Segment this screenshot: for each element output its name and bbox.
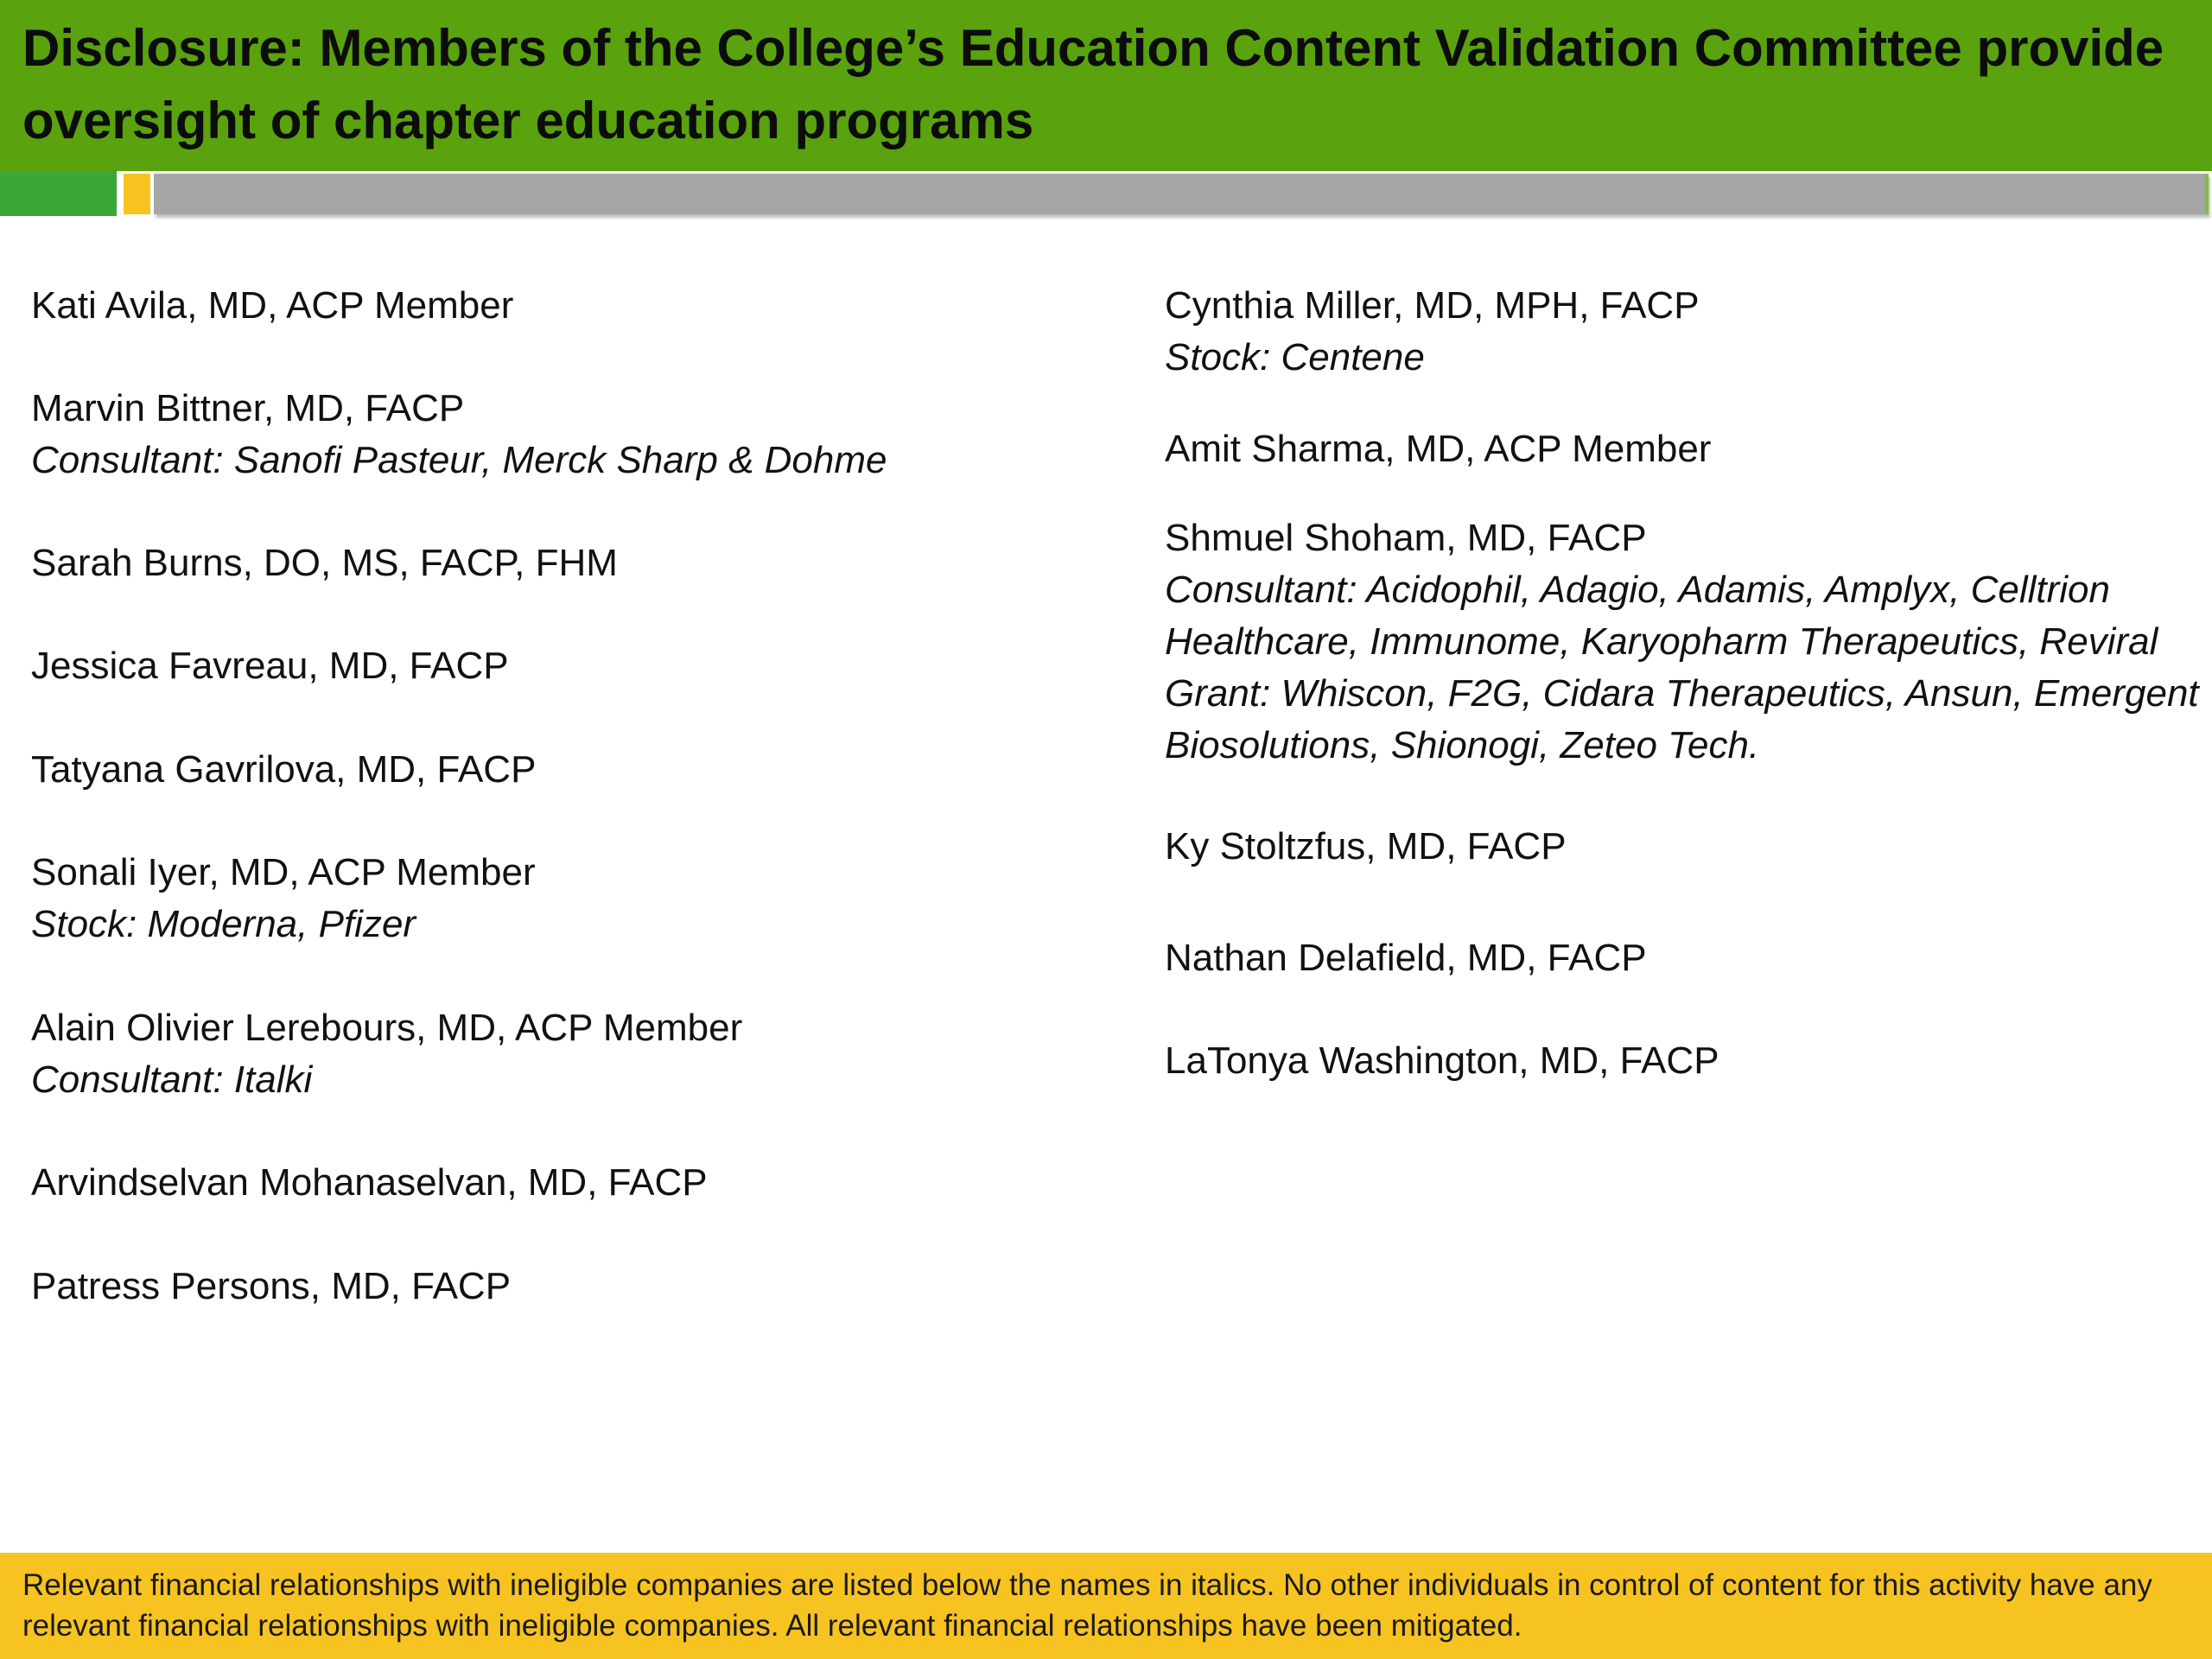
member-entry: [1165, 1035, 1719, 1087]
member-name: Tatyana Gavrilova, MD, FACP: [31, 748, 537, 791]
member-name: Ky Stoltzfus, MD, FACP: [1165, 825, 1567, 868]
member-entry: [1165, 932, 1647, 984]
member-entry: [1165, 423, 1711, 475]
member-name: Marvin Bittner, MD, FACP: [31, 387, 465, 429]
member-entry: [31, 383, 887, 486]
footer-bar: [0, 1553, 2212, 1659]
member-name: Sarah Burns, DO, MS, FACP, FHM: [31, 542, 618, 584]
member-name: Cynthia Miller, MD, MPH, FACP: [1165, 284, 1700, 327]
member-name: Sonali Iyer, MD, ACP Member: [31, 851, 536, 893]
member-entry: [31, 1002, 742, 1106]
member-name: Kati Avila, MD, ACP Member: [31, 284, 514, 327]
member-name: Shmuel Shoham, MD, FACP: [1165, 517, 1647, 559]
accent-bar-green: [0, 171, 117, 216]
member-entry: [31, 280, 513, 332]
member-name: Patress Persons, MD, FACP: [31, 1265, 512, 1307]
member-relationship: Consultant: Acidophil, Adagio, Adamis, Amplyx, Celltrion Healthcare, Immunome, Karyopharm Therapeutics, Reviral Grant: Whiscon, F2G, Cidara Therapeutics, Ansun, Emergent Biosolutions, Shionogi, Zeteo Tech.: [1165, 569, 2199, 766]
member-name: LaTonya Washington, MD, FACP: [1165, 1039, 1719, 1082]
footer-disclosure-text: Relevant financial relationships with ineligible companies are listed below the names in italics. No other individuals in control of content for this activity have any relevant financial relationships with ineligible companies. All relevant financial relationships have been mitigated.: [22, 1568, 2152, 1643]
slide-title: Disclosure: Members of the College’s Education Content Validation Committee provide oversight of chapter education programs: [22, 19, 2164, 149]
accent-bar-yellow: [124, 174, 150, 214]
member-entry: [1165, 512, 2202, 772]
member-entry: [31, 1261, 511, 1313]
member-entry: [31, 847, 536, 950]
member-name: Jessica Favreau, MD, FACP: [31, 645, 509, 687]
title-bar: [0, 0, 2212, 171]
accent-bar-gray: [154, 174, 2209, 214]
member-name: Amit Sharma, MD, ACP Member: [1165, 428, 1712, 470]
member-relationship: Stock: Moderna, Pfizer: [31, 903, 416, 945]
member-entry: [31, 744, 536, 796]
member-entry: [31, 640, 509, 692]
member-relationship: Consultant: Sanofi Pasteur, Merck Sharp & Dohme: [31, 439, 887, 481]
member-entry: [31, 1157, 708, 1209]
member-name: Alain Olivier Lerebours, MD, ACP Member: [31, 1007, 743, 1049]
member-entry: [1165, 821, 1567, 873]
member-name: Arvindselvan Mohanaselvan, MD, FACP: [31, 1161, 708, 1204]
member-relationship: Stock: Centene: [1165, 336, 1425, 378]
member-relationship: Consultant: Italki: [31, 1058, 313, 1101]
member-name: Nathan Delafield, MD, FACP: [1165, 937, 1647, 979]
member-entry: [1165, 280, 1700, 384]
member-entry: [31, 537, 618, 589]
